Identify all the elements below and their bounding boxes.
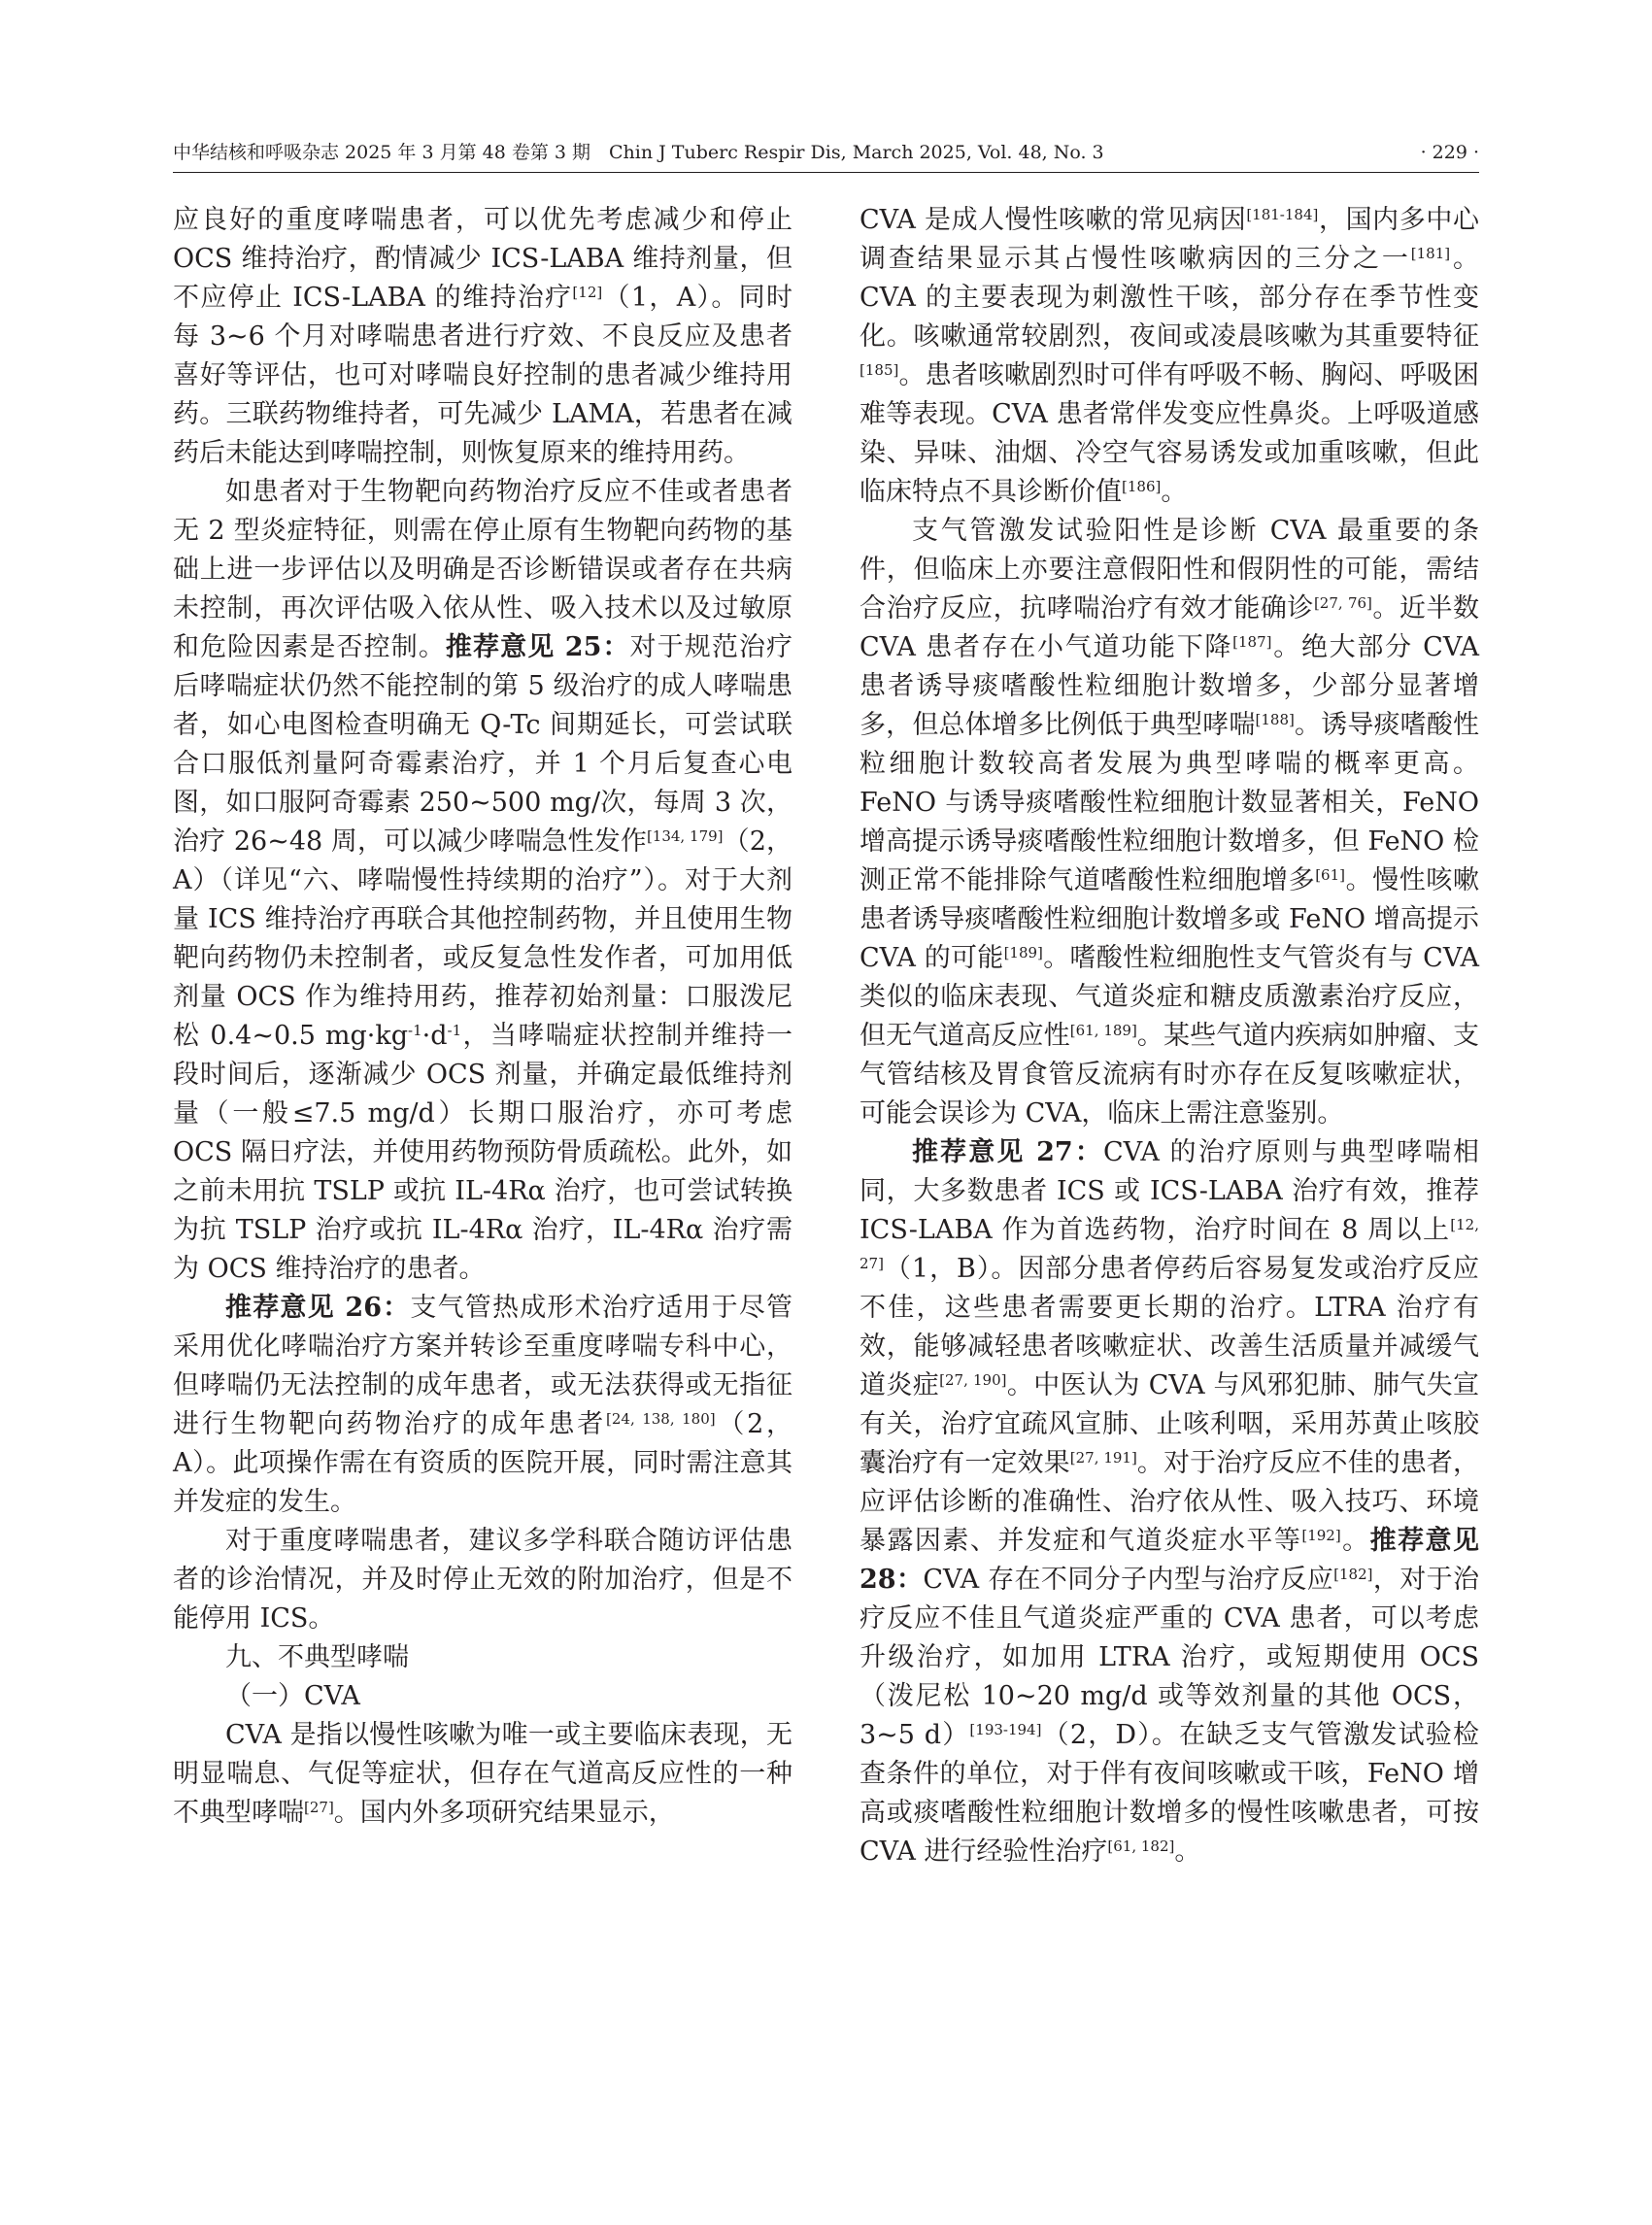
subsection-heading: （一）CVA <box>225 1681 360 1711</box>
citation: [24, 138, 180] <box>606 1410 716 1428</box>
page-number: · 229 · <box>1420 142 1479 163</box>
journal-citation: 中华结核和呼吸杂志 2025 年 3 月第 48 卷第 3 期 Chin J Tuberc Respir Dis, March 2025, Vol. 48, No. 3 <box>173 142 1104 163</box>
citation: [187] <box>1232 633 1272 651</box>
recommendation-label: 推荐意见 27： <box>912 1137 1103 1167</box>
paragraph: 推荐意见 26：支气管热成形术治疗适用于尽管采用优化哮喘治疗方案并转诊至重度哮喘专科中心，但哮喘仍无法控制的成年患者，或无法获得或无指征进行生物靶向药物治疗的成年患者[24, 138, 180]（2，A）。此项操作需在有资质的医院开展，同时需注意其并发症的发生。 <box>173 1293 793 1517</box>
paragraph: CVA 是指以慢性咳嗽为唯一或主要临床表现，无明显喘息、气促等症状，但存在气道高反应性的一种不典型哮喘[27]。国内外多项研究结果显示， <box>173 1720 792 1828</box>
citation: [185] <box>860 361 899 379</box>
citation: [134, 179] <box>646 827 724 845</box>
citation: [193-194] <box>969 1721 1042 1738</box>
citation: [192] <box>1301 1527 1341 1544</box>
citation: [61, 189] <box>1069 1022 1137 1039</box>
paragraph: 应良好的重度哮喘患者，可以优先考虑减少和停止 OCS 维持治疗，酌情减少 ICS-LABA 维持剂量，但不应停止 ICS-LABA 的维持治疗[12]（1，A）。同时每 3~6 个月对哮喘患者进行疗效、不良反应及患者喜好等评估，也可对哮喘良好控制的患者减少维持用药。三联药物维持者，可先减少 LAMA，若患者在减药后未能达到哮喘控制，则恢复原来的维持用药。 <box>173 205 792 468</box>
citation: [182] <box>1333 1566 1373 1583</box>
header-rule <box>173 172 1479 173</box>
citation: [189] <box>1003 944 1043 961</box>
paragraph: 如患者对于生物靶向药物治疗反应不佳或者患者无 2 型炎症特征，则需在停止原有生物靶向药物的基础上进一步评估以及明确是否诊断错误或者存在共病未控制，再次评估吸入依从性、吸入技术以及过敏原和危险因素是否控制。推荐意见 25：对于规范治疗后哮喘症状仍然不能控制的第 5 级治疗的成人哮喘患者，如心电图检查明确无 Q-Tc 间期延长，可尝试联合口服低剂量阿奇霉素治疗，并 1 个月后复查心电图，如口服阿奇霉素 250~500 mg/次，每周 3 次，治疗 26~48 周，可以减少哮喘急性发作[134, 179]（2，A）（详见“六、哮喘慢性持续期的治疗”）。对于大剂量 ICS 维持治疗再联合其他控制药物，并且使用生物靶向药物仍未控制者，或反复急性发作者，可加用低剂量 OCS 作为维持用药，推荐初始剂量：口服泼尼松 0.4~0.5 $mg\cdot kg^{-1}\cdot d^{-1}$，当哮喘症状控制并维持一段时间后，逐渐减少 OCS 剂量，并确定最低维持剂量（一般≤7.5 mg/d）长期口服治疗，亦可考虑 OCS 隔日疗法，并使用药物预防骨质疏松。此外，如之前未用抗 TSLP 或抗 IL-4Rα 治疗，也可尝试转换为抗 TSLP 治疗或抗 IL-4Rα 治疗，IL-4Rα 治疗需为 OCS 维持治疗的患者。 <box>173 477 793 1284</box>
citation: [27, 190] <box>939 1371 1007 1389</box>
citation: [188] <box>1255 711 1295 728</box>
recommendation-label: 推荐意见 28： <box>860 1526 1480 1595</box>
paragraph: 对于重度哮喘患者，建议多学科联合随访评估患者的诊治情况，并及时停止无效的附加治疗，但是不能停用 ICS。 <box>173 1526 792 1634</box>
paragraph: 推荐意见 27：CVA 的治疗原则与典型哮喘相同，大多数患者 ICS 或 ICS-LABA 治疗有效，推荐 ICS-LABA 作为首选药物，治疗时间在 8 周以上[12, 27]（1，B）。因部分患者停药后容易复发或治疗反应不佳，这些患者需要更长期的治疗。LTRA 治疗有效，能够减轻患者咳嗽症状、改善生活质量并减缓气道炎症[27, 190]。中医认为 CVA 与风邪犯肺、肺气失宣有关，治疗宜疏风宣肺、止咳利咽，采用苏黄止咳胶囊治疗有一定效果[27, 191]。对于治疗反应不佳的患者，应评估诊断的准确性、治疗依从性、吸入技巧、环境暴露因素、并发症和气道炎症水平等[192]。推荐意见 28：CVA 存在不同分子内型与治疗反应[182]，对于治疗反应不佳且气道炎症严重的 CVA 患者，可以考虑升级治疗，如加用 LTRA 治疗，或短期使用 OCS（泼尼松 10~20 mg/d 或等效剂量的其他 OCS，3~5 d）[193-194]（2，D）。在缺乏支气管激发试验检查条件的单位，对于伴有夜间咳嗽或干咳，FeNO 增高或痰嗜酸性粒细胞计数增多的慢性咳嗽患者，可按 CVA 进行经验性治疗[61, 182]。 <box>860 1137 1480 1867</box>
recommendation-label: 推荐意见 26： <box>225 1293 411 1323</box>
citation: [12] <box>572 284 603 301</box>
citation: [186] <box>1122 478 1162 495</box>
citation: [181-184] <box>1246 206 1319 223</box>
citation: [61] <box>1315 866 1345 884</box>
right-column <box>860 201 1479 1871</box>
citation: [61, 182] <box>1107 1837 1175 1855</box>
citation: [27, 76] <box>1313 594 1372 612</box>
paragraph: CVA 是成人慢性咳嗽的常见病因[181-184]，国内多中心调查结果显示其占慢性咳嗽病因的三分之一[181]。CVA 的主要表现为刺激性干咳，部分存在季节性变化。咳嗽通常较剧烈，夜间或凌晨咳嗽为其重要特征[185]。患者咳嗽剧烈时可伴有呼吸不畅、胸闷、呼吸困难等表现。CVA 患者常伴发变应性鼻炎。上呼吸道感染、异味、油烟、冷空气容易诱发或加重咳嗽，但此临床特点不具诊断价值[186]。 <box>860 205 1480 507</box>
citation: [27, 191] <box>1069 1449 1137 1466</box>
citation: [12, 27] <box>860 1216 1479 1272</box>
left-column <box>173 201 792 1833</box>
recommendation-label: 推荐意见 25： <box>445 632 630 662</box>
citation: [27] <box>304 1799 334 1816</box>
citation: [181] <box>1410 245 1451 262</box>
section-heading: 九、不典型哮喘 <box>225 1642 409 1672</box>
paragraph: 支气管激发试验阳性是诊断 CVA 最重要的条件，但临床上亦要注意假阳性和假阴性的可能，需结合治疗反应，抗哮喘治疗有效才能确诊[27, 76]。近半数 CVA 患者存在小气道功能下降[187]。绝大部分 CVA 患者诱导痰嗜酸性粒细胞计数增多，少部分显著增多，但总体增多比例低于典型哮喘[188]。诱导痰嗜酸性粒细胞计数较高者发展为典型哮喘的概率更高。FeNO 与诱导痰嗜酸性粒细胞计数显著相关，FeNO 增高提示诱导痰嗜酸性粒细胞计数增多，但 FeNO 检测正常不能排除气道嗜酸性粒细胞增多[61]。慢性咳嗽患者诱导痰嗜酸性粒细胞计数增多或 FeNO 增高提示 CVA 的可能[189]。嗜酸性粒细胞性支气管炎有与 CVA 类似的临床表现、气道炎症和糖皮质激素治疗反应，但无气道高反应性[61, 189]。某些气道内疾病如肿瘤、支气管结核及胃食管反流病有时亦存在反复咳嗽症状，可能会误诊为 CVA，临床上需注意鉴别。 <box>860 516 1480 1129</box>
running-header <box>173 136 1479 169</box>
